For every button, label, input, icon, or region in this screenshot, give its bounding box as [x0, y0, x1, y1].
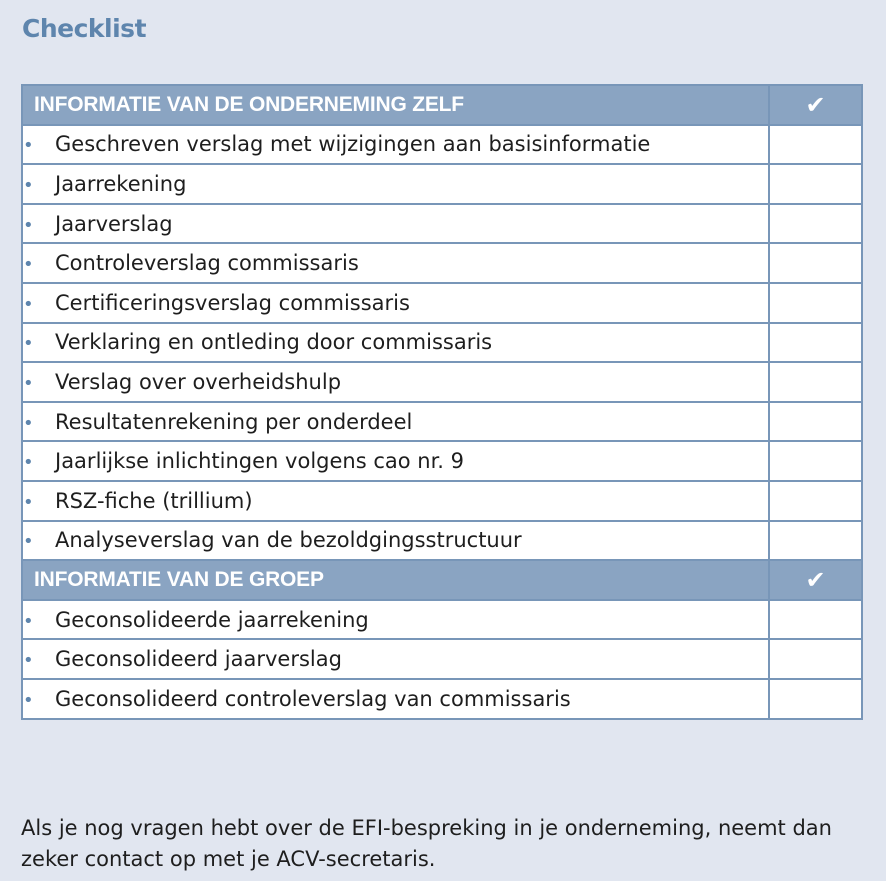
- checklist-item: [22, 441, 769, 481]
- bullet-icon: •: [23, 610, 34, 632]
- checklist-row: [22, 402, 862, 442]
- checklist-row: [22, 204, 862, 244]
- checkbox-cell[interactable]: [769, 283, 862, 323]
- checkmark-icon: ✔: [769, 85, 862, 125]
- bullet-icon: •: [23, 452, 34, 474]
- checklist-item: [22, 125, 769, 165]
- checklist-item-label: Geschreven verslag met wijzigingen aan basisinformatie: [55, 132, 651, 157]
- section-header-row: [22, 85, 862, 125]
- checkbox-cell[interactable]: [769, 125, 862, 165]
- checklist-row: [22, 283, 862, 323]
- checklist-row: [22, 639, 862, 679]
- checklist-item-label: Geconsolideerd jaarverslag: [55, 647, 342, 672]
- checkbox-cell[interactable]: [769, 639, 862, 679]
- checklist-item-label: Geconsolideerde jaarrekening: [55, 607, 369, 632]
- bullet-icon: •: [23, 254, 34, 276]
- bullet-icon: •: [23, 333, 34, 355]
- checklist-item-label: RSZ-fiche (trillium): [55, 488, 253, 513]
- checklist-row: [22, 164, 862, 204]
- checkmark-icon: ✔: [769, 560, 862, 600]
- checklist-item: [22, 679, 769, 719]
- checklist-item-label: Jaarverslag: [55, 211, 173, 236]
- checklist-item: [22, 243, 769, 283]
- checklist-item: [22, 639, 769, 679]
- checkbox-cell[interactable]: [769, 679, 862, 719]
- bullet-icon: •: [23, 214, 34, 236]
- checklist-item-label: Geconsolideerd controleverslag van commissaris: [55, 686, 571, 711]
- checklist-item-label: Jaarrekening: [55, 171, 187, 196]
- checklist-item: [22, 600, 769, 640]
- checklist-item: [22, 362, 769, 402]
- checklist-item-label: Controleverslag commissaris: [55, 251, 359, 276]
- checklist-row: [22, 679, 862, 719]
- checklist-item: [22, 481, 769, 521]
- checklist-item: [22, 283, 769, 323]
- checklist-row: [22, 600, 862, 640]
- checklist-item-label: Verklaring en ontleding door commissaris: [55, 330, 493, 355]
- checklist-row: [22, 441, 862, 481]
- checkbox-cell[interactable]: [769, 204, 862, 244]
- checkbox-cell[interactable]: [769, 441, 862, 481]
- section-heading: INFORMATIE VAN DE ONDERNEMING ZELF: [22, 85, 769, 125]
- checklist-item: [22, 164, 769, 204]
- checklist-table: [21, 84, 863, 720]
- checkbox-cell[interactable]: [769, 600, 862, 640]
- checkbox-cell[interactable]: [769, 243, 862, 283]
- checkbox-cell[interactable]: [769, 521, 862, 561]
- checkbox-cell[interactable]: [769, 323, 862, 363]
- checklist-row: [22, 323, 862, 363]
- checklist-item-label: Verslag over overheidshulp: [55, 369, 342, 394]
- bullet-icon: •: [23, 293, 34, 315]
- bullet-icon: •: [23, 689, 34, 711]
- checklist-row: [22, 243, 862, 283]
- checklist-row: [22, 125, 862, 165]
- checklist-item-label: Analyseverslag van de bezoldgingsstructuur: [55, 528, 522, 553]
- checklist-item-label: Jaarlijkse inlichtingen volgens cao nr. 9: [55, 449, 464, 474]
- checklist-item: [22, 521, 769, 561]
- checkbox-cell[interactable]: [769, 481, 862, 521]
- section-header-row: [22, 560, 862, 600]
- bullet-icon: •: [23, 135, 34, 157]
- bullet-icon: •: [23, 372, 34, 394]
- checklist-item: [22, 323, 769, 363]
- checkbox-cell[interactable]: [769, 362, 862, 402]
- checklist-row: [22, 481, 862, 521]
- checklist-row: [22, 362, 862, 402]
- checklist-item: [22, 402, 769, 442]
- checklist-row: [22, 521, 862, 561]
- bullet-icon: •: [23, 412, 34, 434]
- page-title: Checklist: [22, 14, 147, 43]
- checklist-item-label: Certificeringsverslag commissaris: [55, 290, 410, 315]
- footer-note: Als je nog vragen hebt over de EFI-bespreking in je onderneming, neemt dan zeker contact op met je ACV-secretaris.: [21, 816, 832, 871]
- bullet-icon: •: [23, 174, 34, 196]
- checklist-item: [22, 204, 769, 244]
- checkbox-cell[interactable]: [769, 164, 862, 204]
- bullet-icon: •: [23, 531, 34, 553]
- checklist-item-label: Resultatenrekening per onderdeel: [55, 409, 413, 434]
- checkbox-cell[interactable]: [769, 402, 862, 442]
- bullet-icon: •: [23, 650, 34, 672]
- section-heading: INFORMATIE VAN DE GROEP: [22, 560, 769, 600]
- bullet-icon: •: [23, 491, 34, 513]
